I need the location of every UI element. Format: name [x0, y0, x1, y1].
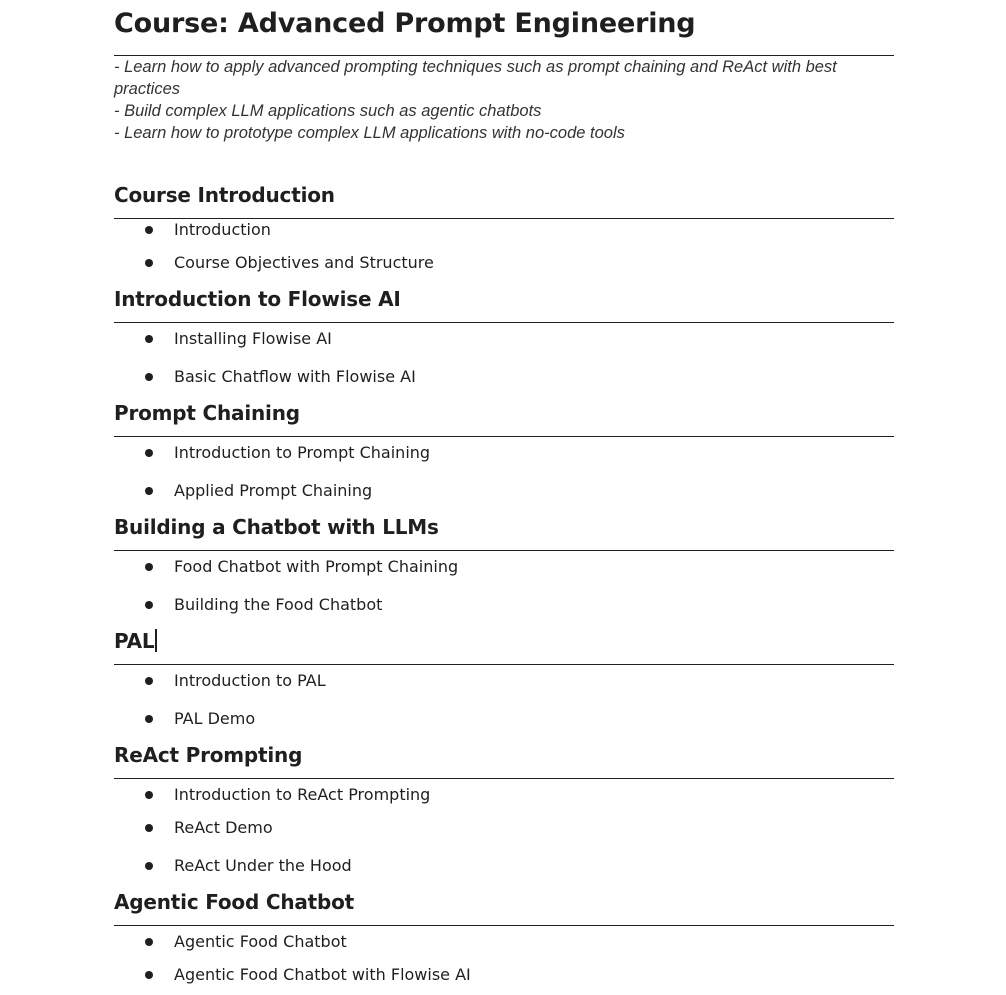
section-heading-pal[interactable]	[114, 628, 157, 654]
list-item-label: Agentic Food Chatbot with Flowise AI	[174, 965, 471, 984]
bullet-icon	[145, 824, 153, 832]
list-item-label: Basic Chatflow with Flowise AI	[174, 367, 416, 386]
bullet-icon	[145, 563, 153, 571]
section-divider	[114, 322, 894, 323]
bullet-icon	[145, 449, 153, 457]
objective-line: - Learn how to apply advanced prompting techniques such as prompt chaining and ReAct with best	[114, 58, 837, 76]
section-divider	[114, 550, 894, 551]
objective-line: - Build complex LLM applications such as agentic chatbots	[114, 102, 542, 120]
list-item-label: Introduction	[174, 220, 271, 239]
list-item-label: Food Chatbot with Prompt Chaining	[174, 557, 459, 576]
bullet-icon	[145, 715, 153, 723]
list-item-label: PAL Demo	[174, 709, 256, 728]
bullet-icon	[145, 677, 153, 685]
objective-line: practices	[114, 80, 181, 98]
bullet-icon	[145, 259, 153, 267]
page-title: Course: Advanced Prompt Engineering	[114, 8, 696, 39]
section-divider	[114, 925, 894, 926]
section-heading-prompt-chaining: Prompt Chaining	[114, 401, 300, 425]
list-item-label: ReAct Under the Hood	[174, 856, 352, 875]
section-heading-react-prompting: ReAct Prompting	[114, 743, 303, 767]
bullet-icon	[145, 971, 153, 979]
bullet-icon	[145, 862, 153, 870]
section-heading-building-chatbot: Building a Chatbot with LLMs	[114, 515, 439, 539]
list-item-label: Building the Food Chatbot	[174, 595, 383, 614]
text-cursor	[155, 629, 157, 652]
list-item-label: Agentic Food Chatbot	[174, 932, 347, 951]
list-item-label: Course Objectives and Structure	[174, 253, 434, 272]
course-objectives	[114, 56, 894, 144]
bullet-icon	[145, 335, 153, 343]
bullet-icon	[145, 938, 153, 946]
objective-line: - Learn how to prototype complex LLM applications with no-code tools	[114, 124, 625, 142]
list-item-label: ReAct Demo	[174, 818, 273, 837]
bullet-icon	[145, 487, 153, 495]
section-divider	[114, 664, 894, 665]
list-item-label: Introduction to ReAct Prompting	[174, 785, 431, 804]
list-item-label: Applied Prompt Chaining	[174, 481, 373, 500]
bullet-icon	[145, 373, 153, 381]
section-divider	[114, 778, 894, 779]
bullet-icon	[145, 601, 153, 609]
list-item-label: Introduction to PAL	[174, 671, 326, 690]
section-heading-flowise-ai: Introduction to Flowise AI	[114, 287, 401, 311]
bullet-icon	[145, 226, 153, 234]
list-item-label: Introduction to Prompt Chaining	[174, 443, 431, 462]
section-heading-agentic-food-chatbot: Agentic Food Chatbot	[114, 890, 355, 914]
list-item-label: Installing Flowise AI	[174, 329, 332, 348]
section-heading-course-introduction: Course Introduction	[114, 183, 335, 207]
bullet-icon	[145, 791, 153, 799]
section-heading-label: PAL	[114, 629, 155, 653]
section-divider	[114, 436, 894, 437]
